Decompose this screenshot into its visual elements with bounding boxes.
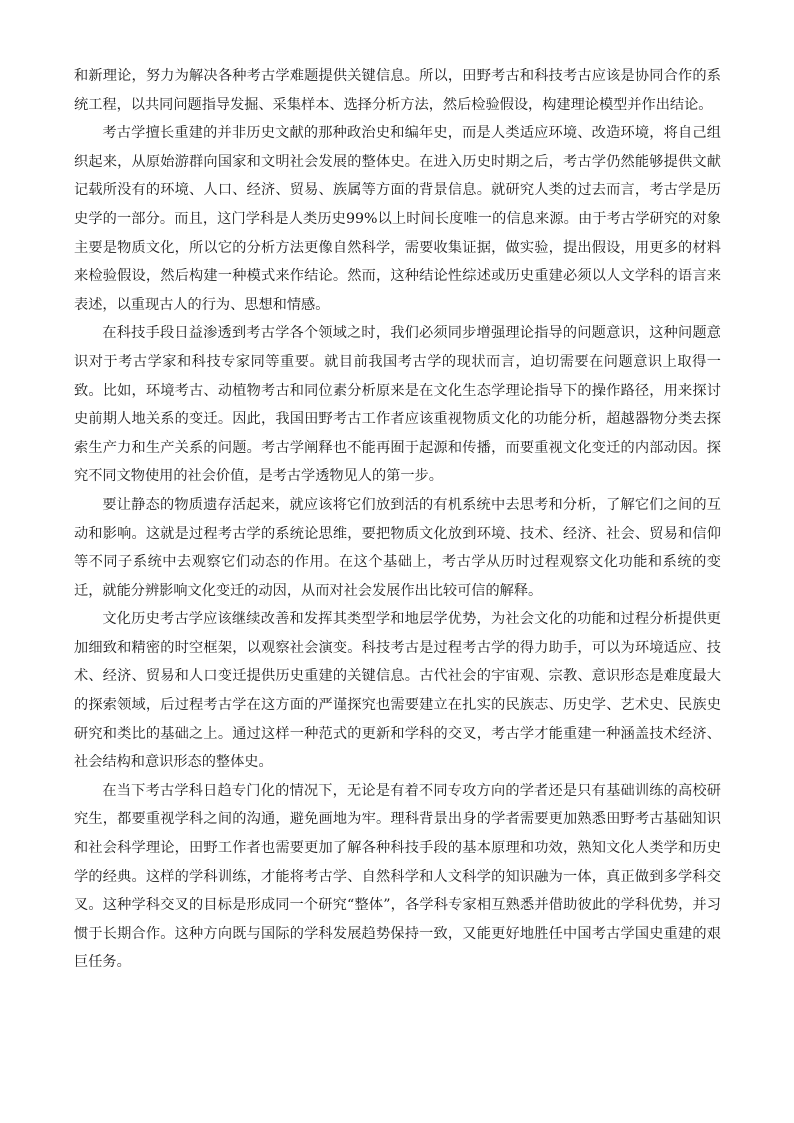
paragraph: 要让静态的物质遗存活起来，就应该将它们放到活的有机系统中去思考和分析，了解它们之间的互动和影响。这就是过程考古学的系统论思维，要把物质文化放到环境、技术、经济、社会、贸易和信仰等不同子系统中去观察它们动态的作用。在这个基础上，考古学从历时过程观察文化功能和系统的变迁，就能分辨影响文化变迁的动因，从而对社会发展作出比较可信的解释。 xyxy=(74,496,721,599)
paragraph: 在当下考古学科日趋专门化的情况下，无论是有着不同专攻方向的学者还是只有基础训练的高校研究生，都要重视学科之间的沟通，避免画地为牢。理科背景出身的学者需要更加熟悉田野考古基础知识和社会科学理论，田野工作者也需要更加了解各种科技手段的基本原理和功效，熟知文化人类学和历史学的经典。这样的学科训练，才能将考古学、自然科学和人文科学的知识融为一体，真正做到多学科交叉。这种学科交叉的目标是形成同一个研究“整体”，各学科专家相互熟悉并借助彼此的学科优势，并习惯于长期合作。这种方向既与国际的学科发展趋势保持一致，又能更好地胜任中国考古学国史重建的艰巨任务。 xyxy=(74,782,721,971)
article-body xyxy=(74,62,721,977)
paragraph-continued: 和新理论，努力为解决各种考古学难题提供关键信息。所以，田野考古和科技考古应该是协同合作的系统工程，以共同问题指导发掘、采集样本、选择分析方法，然后检验假设，构建理论模型并作出结论。 xyxy=(74,68,721,113)
paragraph: 在科技手段日益渗透到考古学各个领域之时，我们必须同步增强理论指导的问题意识，这种问题意识对于考古学家和科技专家同等重要。就目前我国考古学的现状而言，迫切需要在问题意识上取得一致。比如，环境考古、动植物考古和同位素分析原来是在文化生态学理论指导下的操作路径，用来探讨史前期人地关系的变迁。因此，我国田野考古工作者应该重视物质文化的功能分析，超越器物分类去探索生产力和生产关系的问题。考古学阐释也不能再囿于起源和传播，而要重视文化变迁的内部动因。探究不同文物使用的社会价值，是考古学透物见人的第一步。 xyxy=(74,325,721,485)
paragraph: 考古学擅长重建的并非历史文献的那种政治史和编年史，而是人类适应环境、改造环境，将自己组织起来，从原始游群向国家和文明社会发展的整体史。在进入历史时期之后，考古学仍然能够提供文献记载所没有的环境、人口、经济、贸易、族属等方面的背景信息。就研究人类的过去而言，考古学是历史学的一部分。而且，这门学科是人类历史99%以上时间长度唯一的信息来源。由于考古学研究的对象主要是物质文化，所以它的分析方法更像自然科学，需要收集证据，做实验，提出假设，用更多的材料来检验假设，然后构建一种模式来作结论。然而，这种结论性综述或历史重建必须以人文学科的语言来表述，以重现古人的行为、思想和情感。 xyxy=(74,125,721,313)
paragraph: 文化历史考古学应该继续改善和发挥其类型学和地层学优势，为社会文化的功能和过程分析提供更加细致和精密的时空框架，以观察社会演变。科技考古是过程考古学的得力助手，可以为环境适应、技术、经济、贸易和人口变迁提供历史重建的关键信息。古代社会的宇宙观、宗教、意识形态是难度最大的探索领域，后过程考古学在这方面的严谨探究也需要建立在扎实的民族志、历史学、艺术史、民族史研究和类比的基础之上。通过这样一种范式的更新和学科的交叉，考古学才能重建一种涵盖技术经济、社会结构和意识形态的整体史。 xyxy=(74,611,721,771)
